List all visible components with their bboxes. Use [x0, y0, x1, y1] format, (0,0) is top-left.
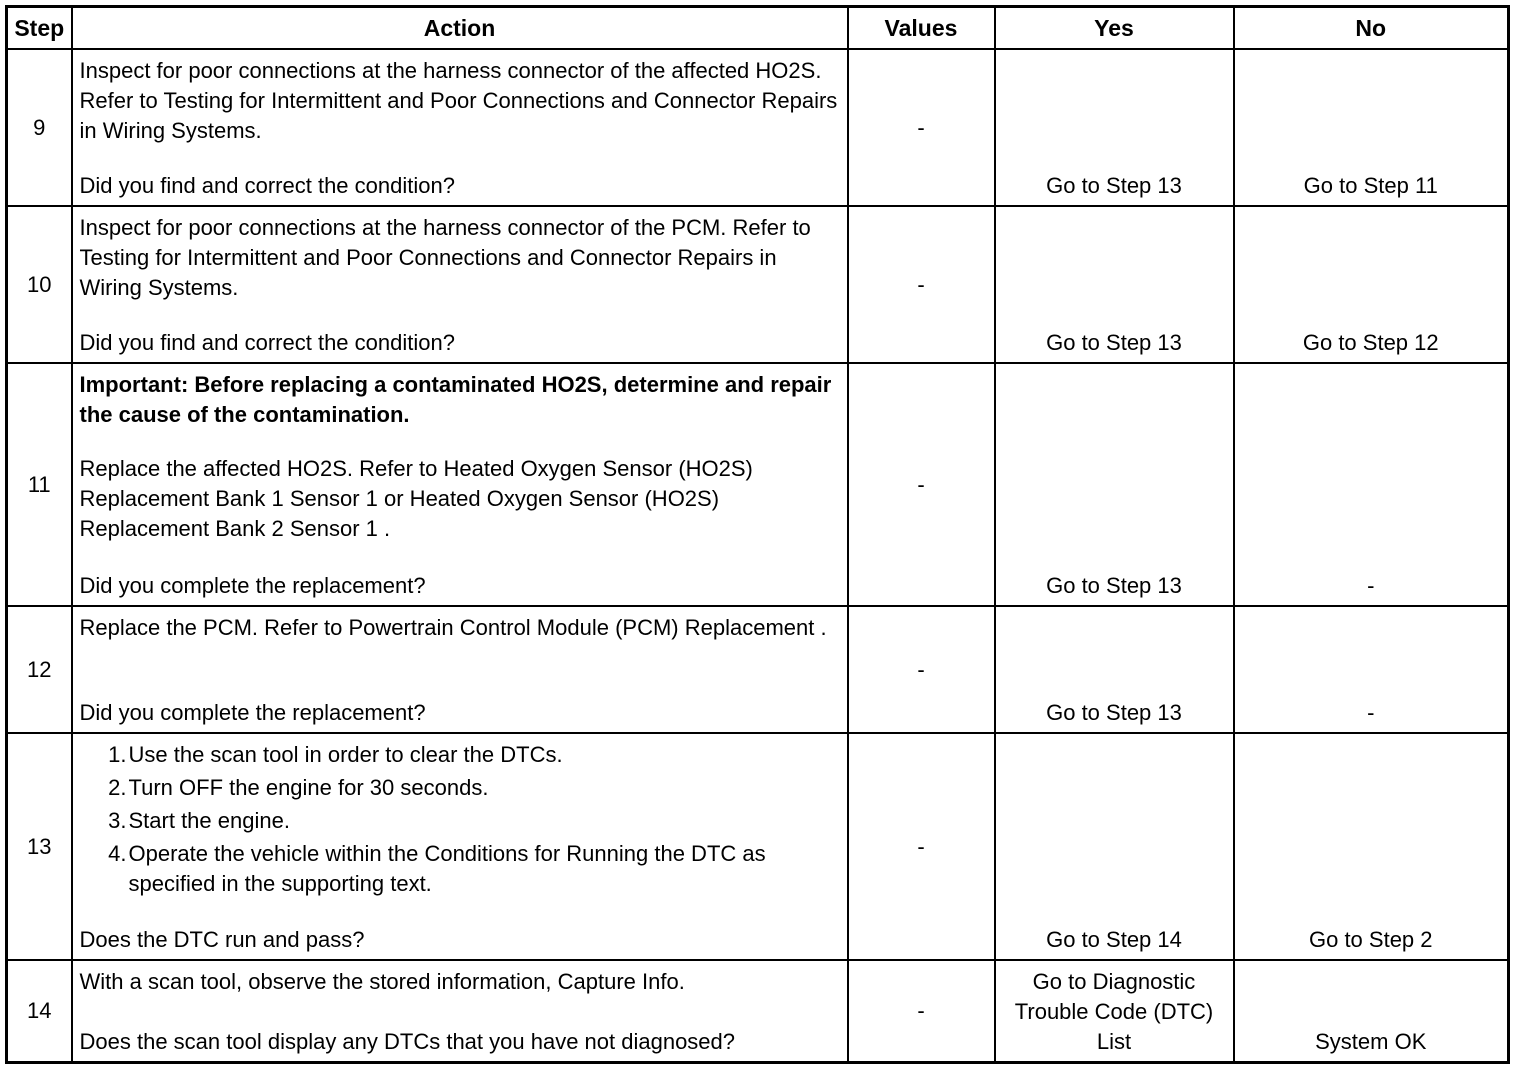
- substep-number: 2.: [108, 775, 127, 800]
- substep-number: 4.: [108, 841, 127, 866]
- substep-list: [80, 740, 841, 902]
- step-number: 10: [7, 206, 72, 363]
- substep-text: Turn OFF the engine for 30 seconds.: [128, 775, 489, 800]
- substep-text: Operate the vehicle within the Conditions for Running the DTC as specified in the supporting text.: [128, 841, 766, 896]
- step-number: 14: [7, 960, 72, 1063]
- values-cell: -: [848, 49, 995, 206]
- important-note: Important: Before replacing a contaminated HO2S, determine and repair the cause of the contamination.: [79, 372, 832, 427]
- yes-cell: Go to Diagnostic Trouble Code (DTC) List: [995, 960, 1234, 1063]
- yes-cell: Go to Step 13: [995, 49, 1234, 206]
- substep-text: Use the scan tool in order to clear the DTCs.: [128, 742, 563, 767]
- values-cell: -: [848, 960, 995, 1063]
- substep-text: Start the engine.: [128, 808, 290, 833]
- no-cell: System OK: [1234, 960, 1509, 1063]
- table-row: [7, 363, 1509, 606]
- action-text: Replace the affected HO2S. Refer to Heated Oxygen Sensor (HO2S) Replacement Bank 1 Sensor 1 or Heated Oxygen Sensor (HO2S) Replacement Bank 2 Sensor 1 .: [79, 456, 753, 541]
- action-cell: [72, 733, 848, 960]
- yes-cell: Go to Step 13: [995, 206, 1234, 363]
- action-question: Does the DTC run and pass?: [79, 927, 365, 952]
- diagnostic-table: [5, 5, 1510, 1064]
- no-cell: Go to Step 11: [1234, 49, 1509, 206]
- action-text: With a scan tool, observe the stored information, Capture Info.: [79, 969, 685, 994]
- action-question: Did you complete the replacement?: [79, 700, 426, 725]
- action-text: Inspect for poor connections at the harness connector of the affected HO2S. Refer to Testing for Intermittent and Poor Connections and Connector Repairs in Wiring Systems.: [79, 58, 838, 143]
- table-row: [7, 606, 1509, 733]
- action-text: Inspect for poor connections at the harness connector of the PCM. Refer to Testing for Intermittent and Poor Connections and Connector Repairs in Wiring Systems.: [79, 215, 811, 300]
- action-question: Does the scan tool display any DTCs that you have not diagnosed?: [79, 1029, 736, 1054]
- header-yes: Yes: [995, 7, 1234, 50]
- action-cell: [72, 606, 848, 733]
- action-question: Did you find and correct the condition?: [79, 330, 455, 355]
- table-row: [7, 733, 1509, 960]
- step-number: 12: [7, 606, 72, 733]
- table-row: [7, 206, 1509, 363]
- action-cell: [72, 960, 848, 1063]
- no-cell: -: [1234, 363, 1509, 606]
- action-text: Replace the PCM. Refer to Powertrain Control Module (PCM) Replacement .: [79, 615, 827, 640]
- substep-item: [80, 806, 841, 836]
- values-cell: -: [848, 363, 995, 606]
- header-step: Step: [7, 7, 72, 50]
- header-values: Values: [848, 7, 995, 50]
- no-cell: Go to Step 12: [1234, 206, 1509, 363]
- no-cell: Go to Step 2: [1234, 733, 1509, 960]
- substep-item: [80, 740, 841, 770]
- substep-number: 1.: [108, 742, 127, 767]
- action-cell: [72, 49, 848, 206]
- yes-cell: Go to Step 14: [995, 733, 1234, 960]
- header-row: [7, 7, 1509, 50]
- action-cell: [72, 363, 848, 606]
- table-row: [7, 49, 1509, 206]
- step-number: 9: [7, 49, 72, 206]
- values-cell: -: [848, 733, 995, 960]
- header-no: No: [1234, 7, 1509, 50]
- values-cell: -: [848, 606, 995, 733]
- substep-number: 3.: [108, 808, 127, 833]
- step-number: 11: [7, 363, 72, 606]
- substep-item: [80, 773, 841, 803]
- substep-item: [80, 839, 841, 899]
- action-cell: [72, 206, 848, 363]
- table-row: [7, 960, 1509, 1063]
- action-question: Did you find and correct the condition?: [79, 173, 455, 198]
- values-cell: -: [848, 206, 995, 363]
- yes-cell: Go to Step 13: [995, 606, 1234, 733]
- header-action: Action: [72, 7, 848, 50]
- action-question: Did you complete the replacement?: [79, 573, 426, 598]
- step-number: 13: [7, 733, 72, 960]
- no-cell: -: [1234, 606, 1509, 733]
- yes-cell: Go to Step 13: [995, 363, 1234, 606]
